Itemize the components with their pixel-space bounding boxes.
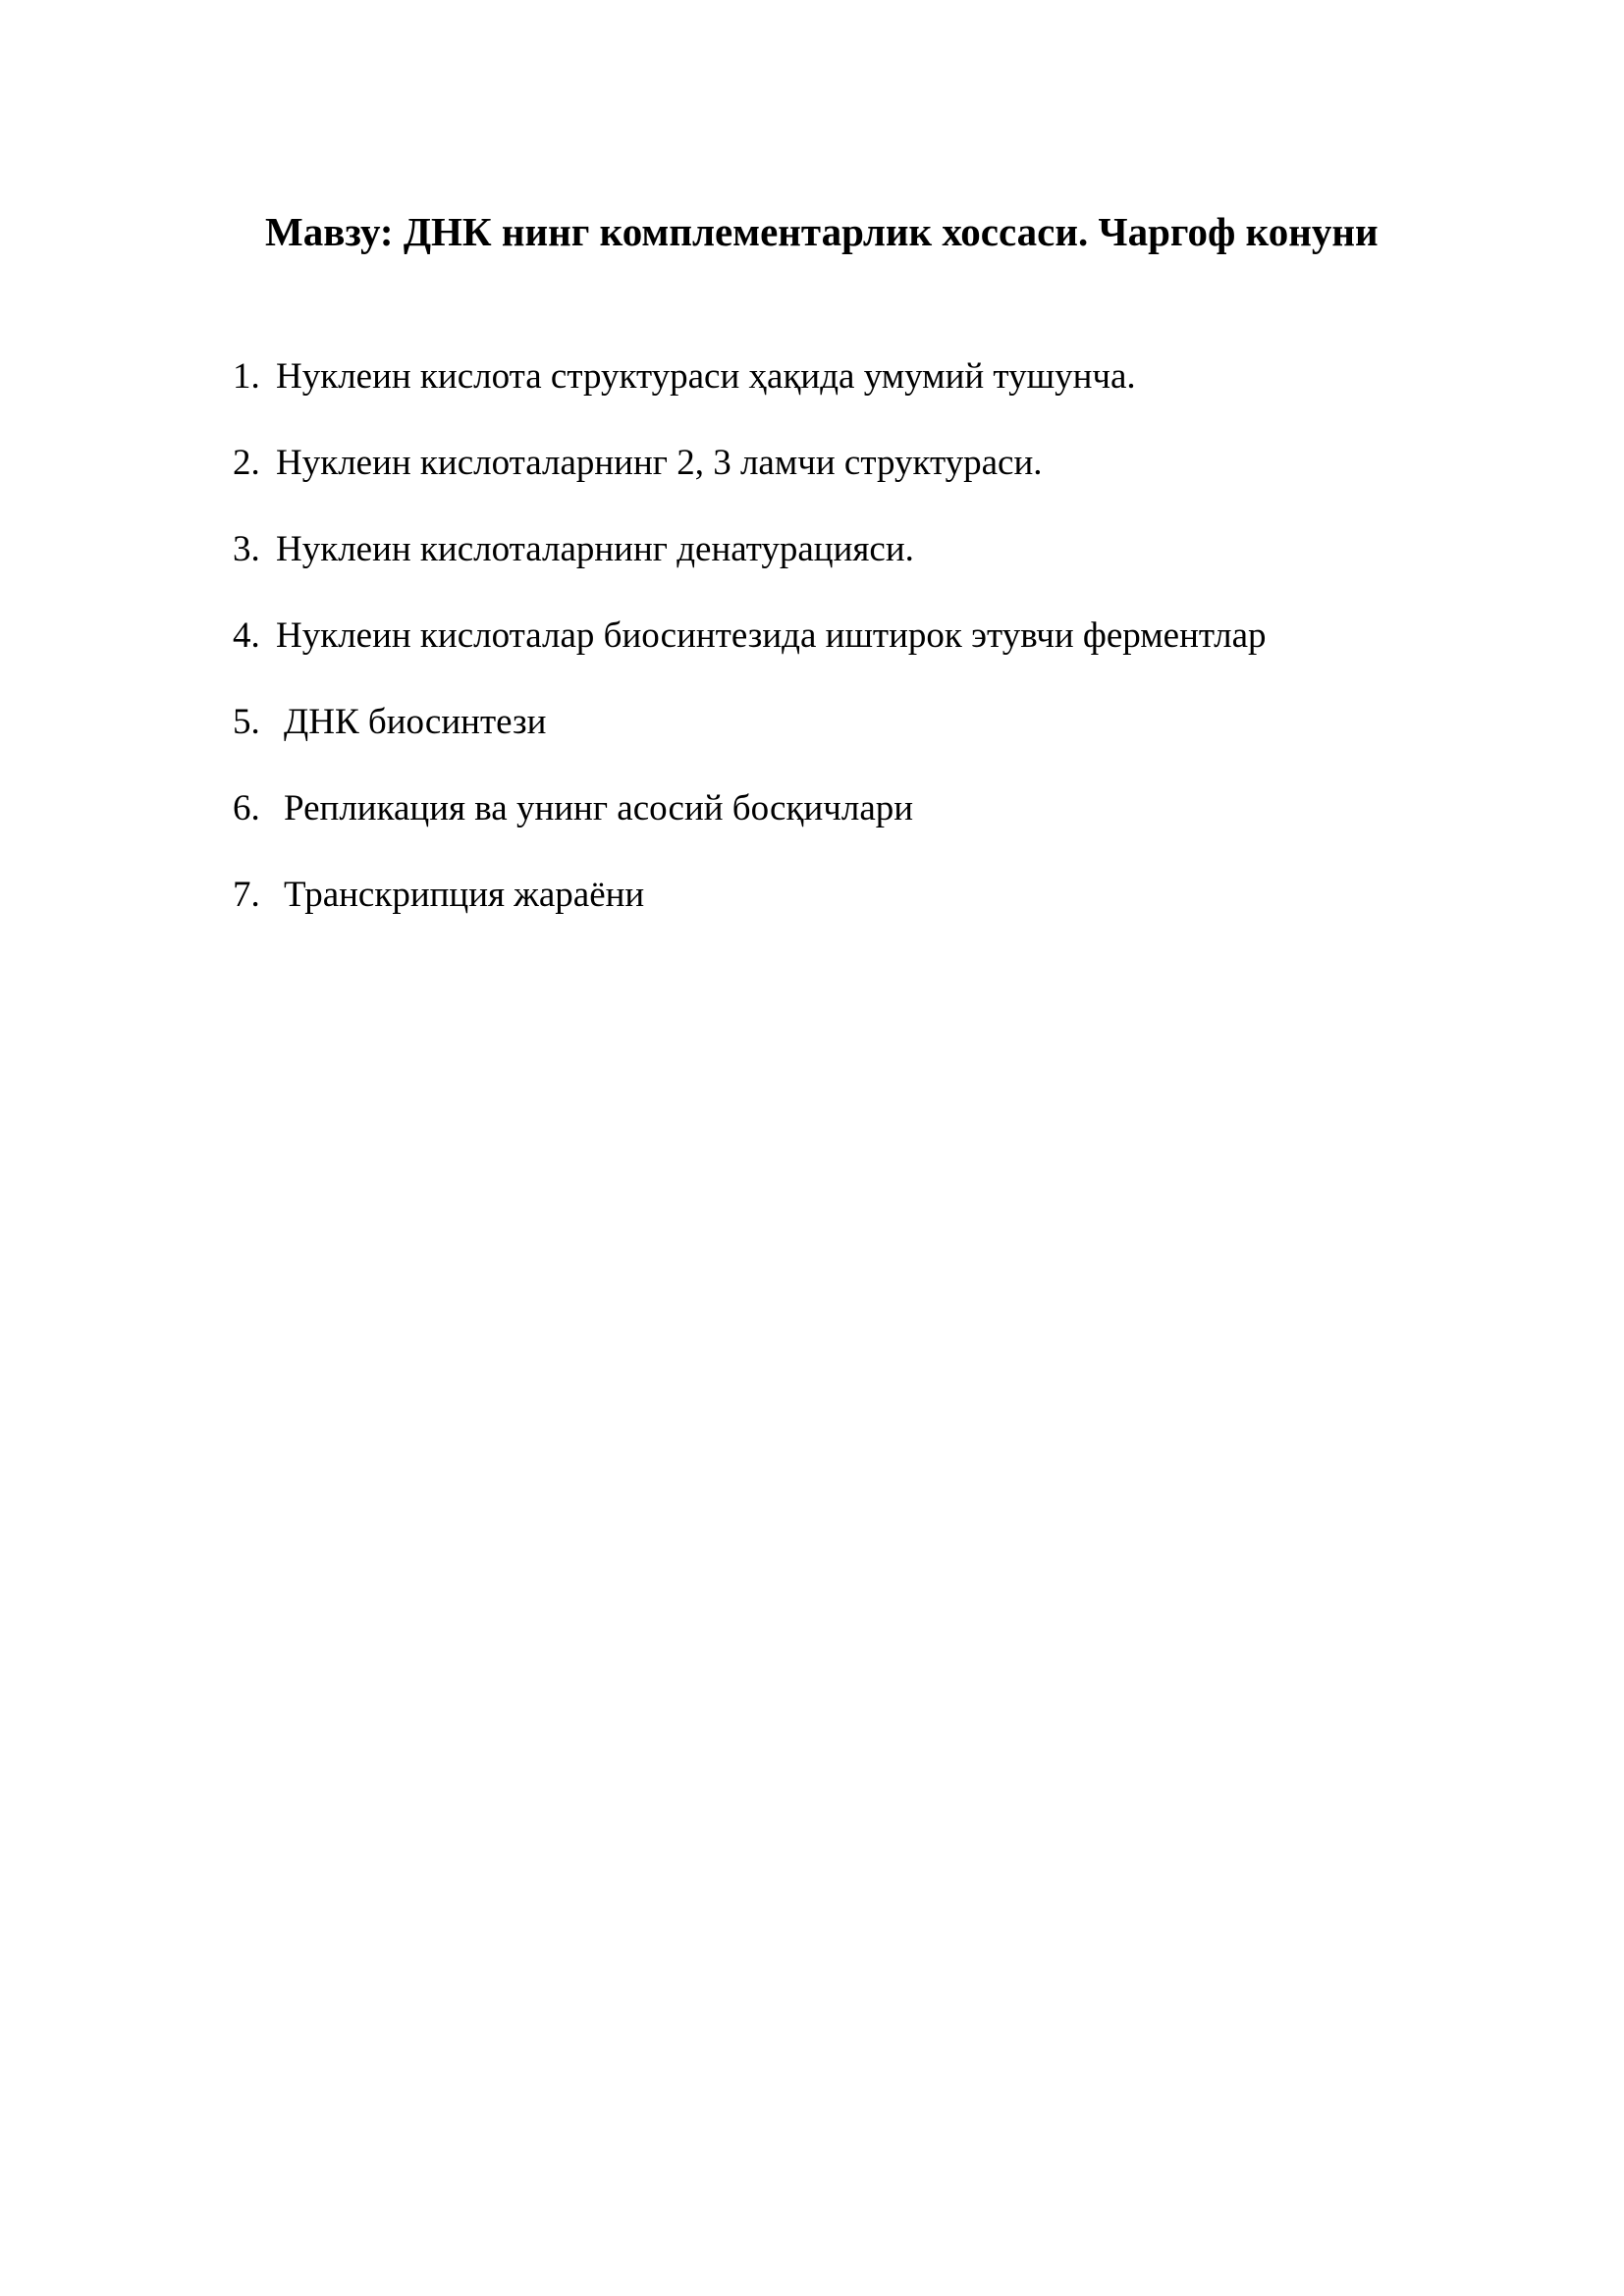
- list-item-number: 5.: [233, 702, 260, 742]
- list-item-number: 1.: [233, 356, 260, 397]
- list-item: [233, 611, 1267, 697]
- list-item: [233, 783, 1267, 870]
- list-item: [233, 438, 1267, 524]
- list-item: [233, 351, 1267, 438]
- list-item-number: 7.: [233, 875, 260, 915]
- list-item: [233, 697, 1267, 783]
- list-item-text: Репликация ва унинг асосий босқичлари: [284, 788, 914, 828]
- list-item-text: Транскрипция жараёни: [284, 875, 645, 915]
- list-item-text: Нуклеин кислоталарнинг 2, 3 ламчи структураси.: [276, 443, 1043, 483]
- list-item-number: 3.: [233, 529, 260, 569]
- page-title: Мавзу: ДНК нинг комплементарлик хоссаси. Чаргоф конуни: [265, 209, 1379, 254]
- list-item: [233, 524, 1267, 611]
- list-item-number: 6.: [233, 788, 260, 828]
- topic-list: [233, 351, 1267, 956]
- list-item-number: 2.: [233, 443, 260, 483]
- list-item-text: ДНК биосинтези: [284, 702, 547, 742]
- list-item-text: Нуклеин кислота структураси ҳақида умумий тушунча.: [276, 356, 1136, 397]
- list-item: [233, 870, 1267, 956]
- list-item-text: Нуклеин кислоталар биосинтезида иштирок этувчи ферментлар: [276, 615, 1267, 656]
- list-item-text: Нуклеин кислоталарнинг денатурацияси.: [276, 529, 914, 569]
- list-item-number: 4.: [233, 615, 260, 656]
